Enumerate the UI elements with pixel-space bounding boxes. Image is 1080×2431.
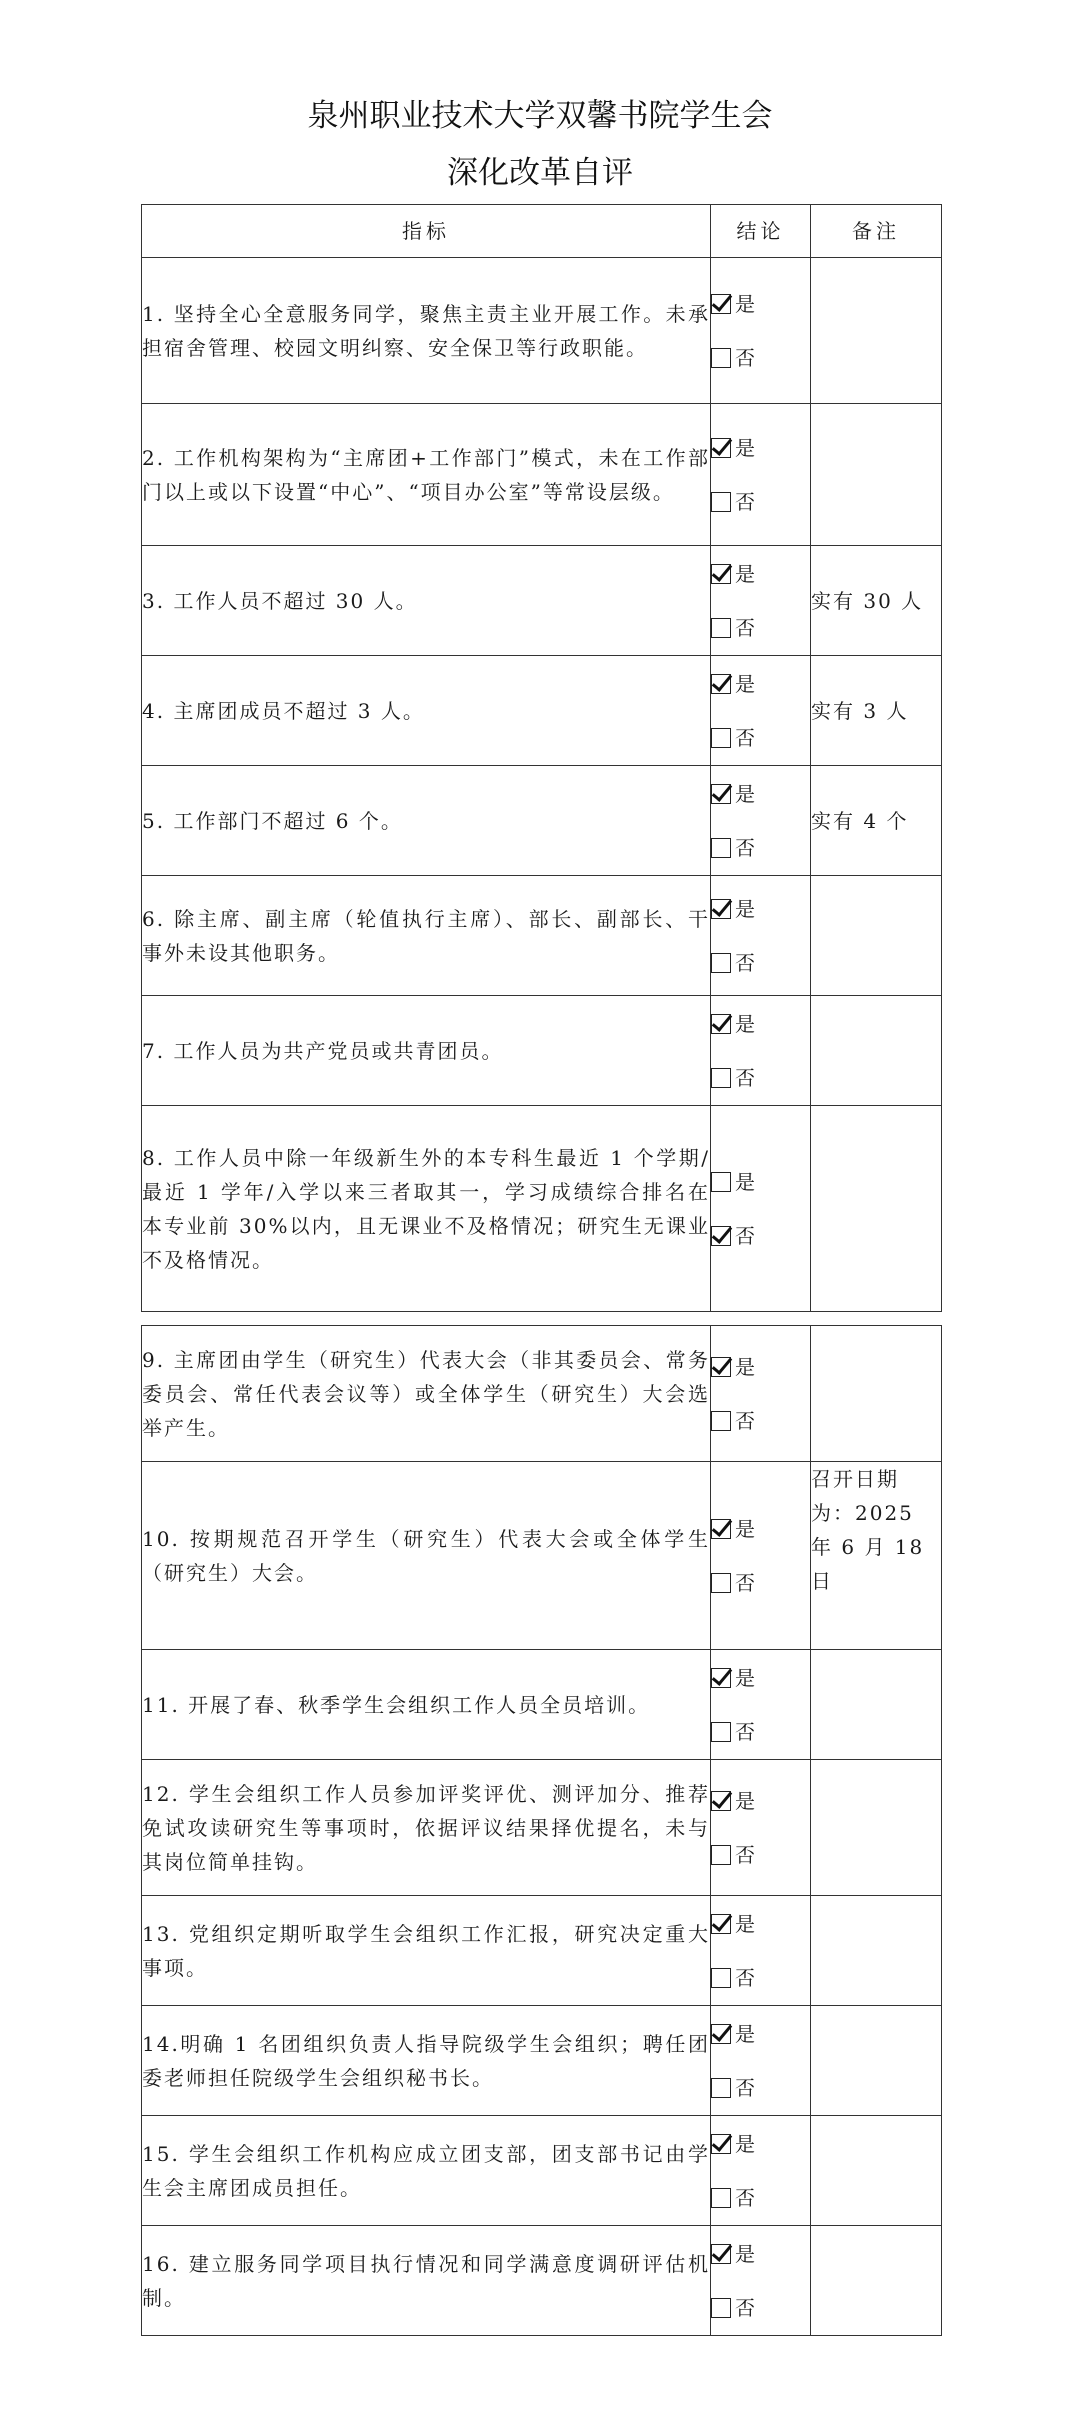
table-row [142,766,942,876]
table-row [142,2116,942,2226]
option-label: 否 [735,2185,755,2210]
option-no[interactable] [711,601,810,655]
remark-cell: 实有 3 人 [811,656,942,766]
checked-box-icon[interactable] [711,674,731,694]
unchecked-box-icon[interactable] [711,1722,731,1742]
remark-cell [811,876,942,996]
table-row [142,656,942,766]
option-label: 否 [735,2295,755,2320]
remark-cell [811,2116,942,2226]
option-label: 是 [735,1011,755,1036]
option-yes[interactable] [711,547,810,601]
option-label: 否 [735,1065,755,1090]
unchecked-box-icon[interactable] [711,953,731,973]
option-label: 是 [735,2131,755,2156]
option-label: 是 [735,671,755,696]
indicator-text: 7. 工作人员为共产党员或共青团员。 [142,996,711,1106]
table-row [142,876,942,996]
option-no[interactable] [711,1209,810,1263]
option-no[interactable] [711,475,810,529]
option-label: 是 [735,2241,755,2266]
indicator-text: 3. 工作人员不超过 30 人。 [142,546,711,656]
remark-cell [811,2006,942,2116]
option-label: 是 [735,291,755,316]
table-row [142,404,942,546]
option-label: 否 [735,725,755,750]
option-label: 是 [735,1665,755,1690]
checked-box-icon[interactable] [711,438,731,458]
option-label: 是 [735,1516,755,1541]
option-yes[interactable] [711,882,810,936]
indicator-text: 1. 坚持全心全意服务同学，聚焦主责主业开展工作。未承担宿舍管理、校园文明纠察、安全保卫等行政职能。 [142,258,711,404]
indicator-text: 11. 开展了春、秋季学生会组织工作人员全员培训。 [142,1650,711,1760]
option-yes[interactable] [711,2007,810,2061]
indicator-text: 13. 党组织定期听取学生会组织工作汇报，研究决定重大事项。 [142,1896,711,2006]
option-label: 否 [735,835,755,860]
option-label: 是 [735,896,755,921]
document-subtitle: 深化改革自评 [447,155,633,191]
table-row [142,2006,942,2116]
option-label: 否 [735,345,755,370]
unchecked-box-icon[interactable] [711,2188,731,2208]
table-row [142,996,942,1106]
option-yes[interactable] [711,2227,810,2281]
option-no[interactable] [711,821,810,875]
evaluation-table-2 [141,1325,942,2336]
unchecked-box-icon[interactable] [711,492,731,512]
document-title: 泉州职业技术大学双馨书院学生会 [307,98,773,134]
remark-cell [811,1326,942,1462]
option-label: 否 [735,1719,755,1744]
unchecked-box-icon[interactable] [711,2298,731,2318]
option-label: 否 [735,615,755,640]
option-yes[interactable] [711,2117,810,2171]
indicator-text: 15. 学生会组织工作机构应成立团支部，团支部书记由学生会主席团成员担任。 [142,2116,711,2226]
checked-box-icon[interactable] [711,899,731,919]
checked-box-icon[interactable] [711,1014,731,1034]
indicator-text: 9. 主席团由学生（研究生）代表大会（非其委员会、常务委员会、常任代表会议等）或全体学生（研究生）大会选举产生。 [142,1326,711,1462]
conclusion-cell [711,258,811,404]
option-yes[interactable] [711,1340,810,1394]
option-yes[interactable] [711,657,810,711]
checked-box-icon[interactable] [711,1668,731,1688]
conclusion-cell [711,546,811,656]
table-row [142,1462,942,1650]
indicator-text: 16. 建立服务同学项目执行情况和同学满意度调研评估机制。 [142,2226,711,2336]
option-yes[interactable] [711,1155,810,1209]
checked-box-icon[interactable] [711,2024,731,2044]
unchecked-box-icon[interactable] [711,1172,731,1192]
indicator-text: 12. 学生会组织工作人员参加评奖评优、测评加分、推荐免试攻读研究生等事项时，依据评议结果择优提名，未与其岗位简单挂钩。 [142,1760,711,1896]
option-label: 否 [735,1570,755,1595]
checked-box-icon[interactable] [711,784,731,804]
option-label: 是 [735,2021,755,2046]
header-remark: 备注 [811,205,942,258]
evaluation-table-1 [141,204,942,1312]
checked-box-icon[interactable] [711,1519,731,1539]
checked-box-icon[interactable] [711,564,731,584]
option-label: 否 [735,489,755,514]
remark-cell: 召开日期为：2025 年 6 月 18 日 [811,1462,942,1650]
conclusion-cell [711,1106,811,1312]
option-label: 是 [735,1354,755,1379]
option-yes[interactable] [711,1897,810,1951]
remark-cell [811,1896,942,2006]
unchecked-box-icon[interactable] [711,1845,731,1865]
indicator-text: 4. 主席团成员不超过 3 人。 [142,656,711,766]
option-no[interactable] [711,331,810,385]
option-no[interactable] [711,1394,810,1448]
unchecked-box-icon[interactable] [711,1068,731,1088]
option-label: 否 [735,1842,755,1867]
table-row [142,1326,942,1462]
checked-box-icon[interactable] [711,294,731,314]
option-label: 否 [735,1223,755,1248]
conclusion-cell [711,766,811,876]
conclusion-cell [711,656,811,766]
unchecked-box-icon[interactable] [711,1968,731,1988]
unchecked-box-icon[interactable] [711,1573,731,1593]
remark-cell [811,404,942,546]
option-yes[interactable] [711,277,810,331]
conclusion-cell [711,876,811,996]
option-label: 否 [735,1965,755,1990]
remark-cell: 实有 4 个 [811,766,942,876]
remark-cell: 实有 30 人 [811,546,942,656]
conclusion-cell [711,1462,811,1650]
indicator-text: 8. 工作人员中除一年级新生外的本专科生最近 1 个学期/最近 1 学年/入学以来三者取其一，学习成绩综合排名在本专业前 30%以内，且无课业不及格情况；研究生无课业不及格情况。 [142,1106,711,1312]
remark-cell [811,1106,942,1312]
checked-box-icon[interactable] [711,1226,731,1246]
header-indicator: 指标 [142,205,711,258]
unchecked-box-icon[interactable] [711,1411,731,1431]
option-label: 否 [735,950,755,975]
option-label: 是 [735,435,755,460]
option-no[interactable] [711,936,810,990]
checked-box-icon[interactable] [711,2244,731,2264]
checked-box-icon[interactable] [711,2134,731,2154]
remark-cell [811,1760,942,1896]
table-row [142,258,942,404]
unchecked-box-icon[interactable] [711,348,731,368]
option-no[interactable] [711,1951,810,2005]
conclusion-cell [711,1650,811,1760]
option-no[interactable] [711,711,810,765]
option-yes[interactable] [711,421,810,475]
option-label: 是 [735,1911,755,1936]
unchecked-box-icon[interactable] [711,728,731,748]
header-conclusion: 结论 [711,205,811,258]
conclusion-cell [711,1896,811,2006]
table-row [142,546,942,656]
conclusion-cell [711,2226,811,2336]
option-label: 是 [735,561,755,586]
option-no[interactable] [711,2171,810,2225]
table-row [142,1896,942,2006]
conclusion-cell [711,404,811,546]
option-label: 是 [735,781,755,806]
remark-cell [811,996,942,1106]
indicator-text: 10. 按期规范召开学生（研究生）代表大会或全体学生（研究生）大会。 [142,1462,711,1650]
unchecked-box-icon[interactable] [711,2078,731,2098]
unchecked-box-icon[interactable] [711,618,731,638]
table-row [142,1760,942,1896]
table-header-row [142,205,942,258]
checked-box-icon[interactable] [711,1357,731,1377]
option-yes[interactable] [711,767,810,821]
checked-box-icon[interactable] [711,1914,731,1934]
conclusion-cell [711,2006,811,2116]
remark-cell [811,258,942,404]
option-yes[interactable] [711,997,810,1051]
option-label: 否 [735,1408,755,1433]
option-no[interactable] [711,1705,810,1759]
option-no[interactable] [711,1828,810,1882]
remark-cell [811,2226,942,2336]
unchecked-box-icon[interactable] [711,838,731,858]
indicator-text: 5. 工作部门不超过 6 个。 [142,766,711,876]
conclusion-cell [711,1326,811,1462]
option-no[interactable] [711,2061,810,2115]
conclusion-cell [711,1760,811,1896]
table-row [142,2226,942,2336]
table-row [142,1106,942,1312]
checked-box-icon[interactable] [711,1791,731,1811]
remark-cell [811,1650,942,1760]
conclusion-cell [711,2116,811,2226]
option-no[interactable] [711,1051,810,1105]
option-yes[interactable] [711,1651,810,1705]
option-label: 是 [735,1169,755,1194]
option-no[interactable] [711,1556,810,1610]
table-row [142,1650,942,1760]
conclusion-cell [711,996,811,1106]
option-yes[interactable] [711,1774,810,1828]
indicator-text: 14.明确 1 名团组织负责人指导院级学生会组织；聘任团委老师担任院级学生会组织秘书长。 [142,2006,711,2116]
option-label: 否 [735,2075,755,2100]
option-label: 是 [735,1788,755,1813]
option-yes[interactable] [711,1502,810,1556]
option-no[interactable] [711,2281,810,2335]
indicator-text: 6. 除主席、副主席（轮值执行主席）、部长、副部长、干事外未设其他职务。 [142,876,711,996]
indicator-text: 2. 工作机构架构为“主席团+工作部门”模式，未在工作部门以上或以下设置“中心”、“项目办公室”等常设层级。 [142,404,711,546]
